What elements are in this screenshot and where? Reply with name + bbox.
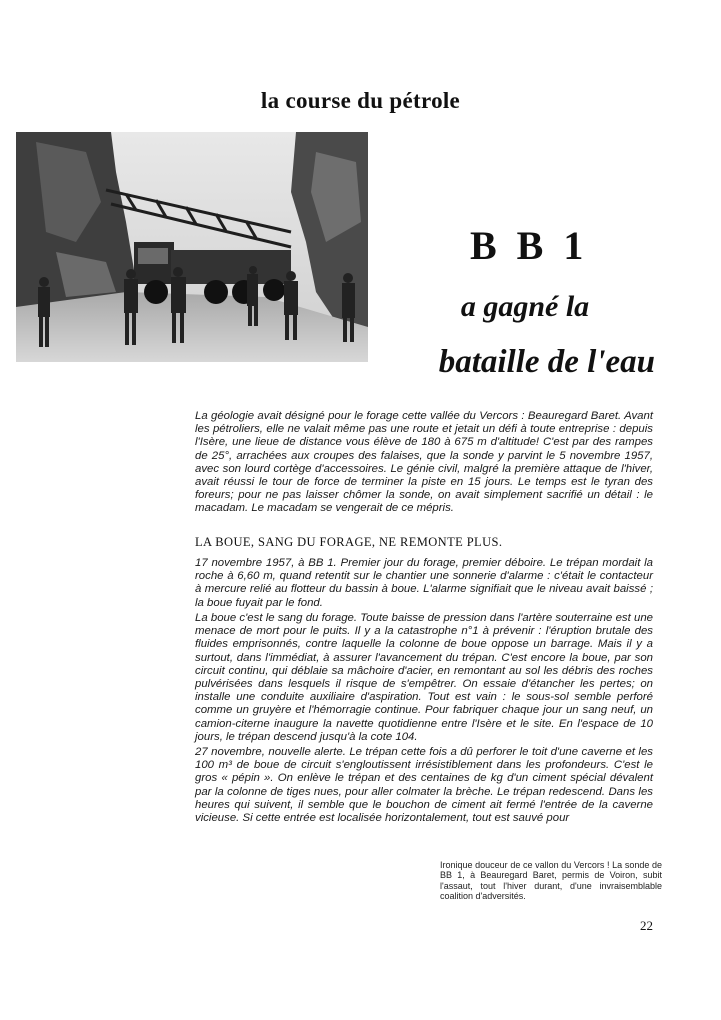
subtitle-line-2: bataille de l'eau [438,344,655,380]
paragraph-2: 17 novembre 1957, à BB 1. Premier jour du forage, premier déboire. Le trépan mordait la roche à 6,60 m, quand retentit sur le chantier une sonnerie d'alarme : c'était le contacteur à mercure relié au flotteur du bassin à boue. L'alarme signifiait que le niveau avait baissé ; la boue fuyait par le fond. [195,557,653,609]
paragraph-3: La boue c'est le sang du forage. Toute baisse de pression dans l'artère souterraine est une menace de mort pour le puits. Il y a la catastrophe n°1 à prévenir : l'éruption brutale des fluides emprisonnés, contre laquelle la colonne de boue oppose un barrage. Mais il y a surtout, dans l'immédiat, à assurer l'avancement du trépan. C'est encore la boue, par son circuit continu, qui déblaie sa mâchoire d'acier, en remontant au sol les débris des roches pulvérisées dans lesquels il risque de s'empêtrer. On essaie d'étancher les pertes; on installe une conduite auxiliaire d'aspiration. Tout est vain : le sous-sol semble perforé comme un gruyère et l'hémorragie continue. Pour fabriquer chaque jour un sang neuf, un camion-citerne inaugure la navette quotidienne entre l'Isère et le site. En l'espace de 10 jours, le trépan descend jusqu'à la cote 104. [195,612,653,743]
subtitle-line-1: a gagné la [460,290,590,323]
paragraph-4: 27 novembre, nouvelle alerte. Le trépan cette fois a dû perforer le toit d'une caverne et les 100 m³ de boue de circuit s'engloutissent irrésistiblement dans les profondeurs. C'est le gros « pépin ». On enlève le trépan et des centaines de kg d'un ciment spécial dévalent par la colonne de tiges nues, pour aller colmater la brèche. Le trépan redescend. Dans les heures qui suivent, il semble que le bouchon de ciment ait fermé l'entrée de la caverne vicieuse. Si cette entrée est localisée horizontalement, tout est sauvé pour [195,746,653,825]
intro-paragraph: La géologie avait désigné pour le forage cette vallée du Vercors : Beauregard Baret. Avant les pétroliers, elle ne valait même pas une route et jetait un défi à toute entreprise : depuis l'Isère, une lieue de distance vous élève de 180 à 675 m d'altitude! C'est par des rampes de 25°, arrachées aux croupes des falaises, que la sonde y parvint le 5 novembre 1957, avec son lourd cortège d'accessoires. Le génie civil, malgré la première attaque de l'hiver, avait réussi le tour de force de terminer la piste en 15 jours. Le temps est le tyran des foreurs; pour ne pas laisser chômer la sonde, on avait simplement sacrifié un détail : le macadam. Le macadam se vengerait de ce mépris. [195,410,653,515]
photo-caption: Ironique douceur de ce vallon du Vercors ! La sonde de BB 1, à Beauregard Baret, permis de Voiron, subit l'assaut, tout l'hiver durant, d'une invraisemblable coalition d'adversités. [440,860,662,902]
page-number: 22 [640,918,653,933]
drilling-truck-photo [16,132,368,362]
main-title: B B 1 [470,223,589,268]
page-header-title: la course du pétrole [260,88,461,113]
section-heading: LA BOUE, SANG DU FORAGE, NE REMONTE PLUS. [195,535,503,549]
